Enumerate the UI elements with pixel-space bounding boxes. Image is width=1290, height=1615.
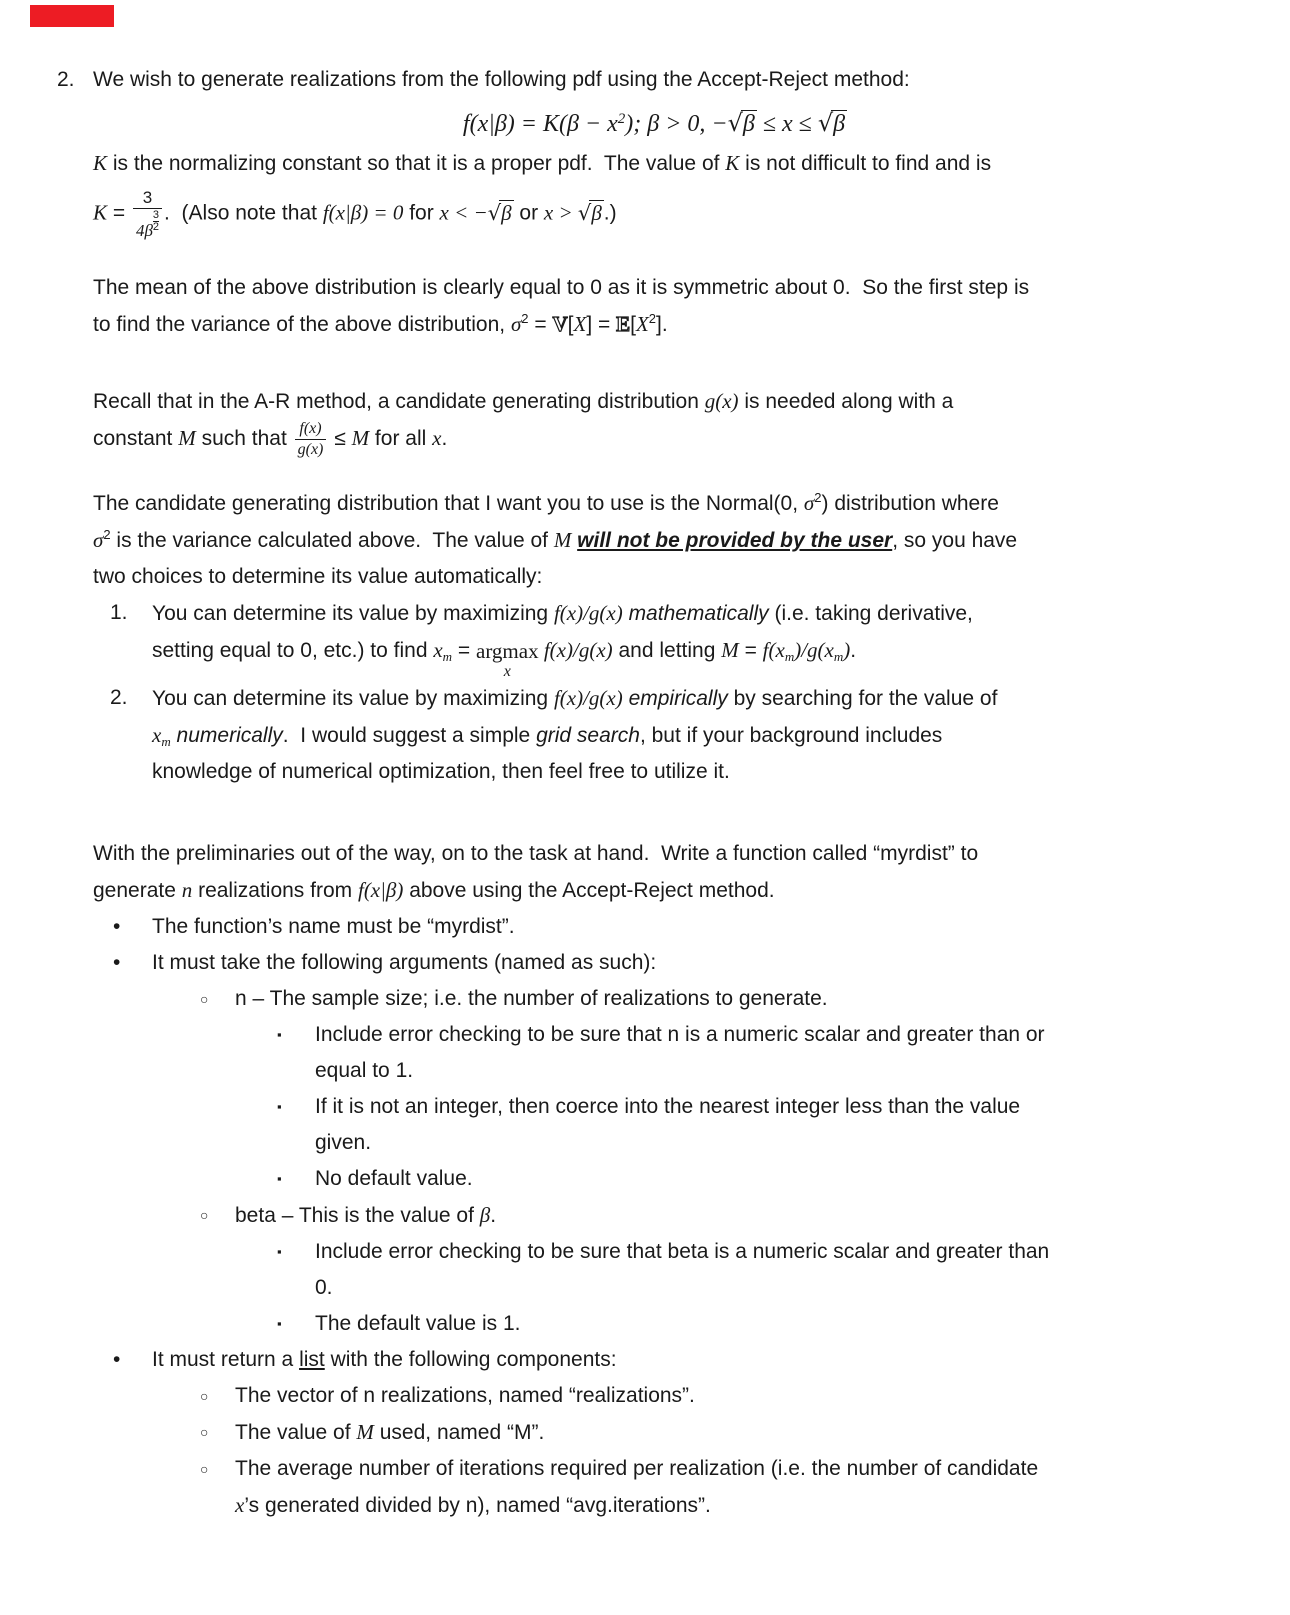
options-list xyxy=(93,595,1217,790)
doublestruck-E: E xyxy=(616,312,631,337)
k-constant-paragraph: K is the normalizing constant so that it is a proper pdf. The value of K is not difficult to find and is xyxy=(93,151,992,175)
square-bullet-icon: ▪ xyxy=(277,1315,282,1331)
circle-bullet-icon: ○ xyxy=(200,1387,209,1404)
bullet-function-name: • The function’s name must be “myrdist”. xyxy=(93,909,1217,945)
question-row xyxy=(57,62,1217,1524)
arg-beta-item: ○ beta – This is the value of β. xyxy=(93,1197,1217,1234)
bullet-arguments: • It must take the following arguments (named as such): xyxy=(93,945,1217,981)
sqrt-beta: √β xyxy=(487,200,512,225)
emphasized-not-provided: will not be provided by the user xyxy=(577,528,893,552)
n-nodefault-item: ▪ No default value. xyxy=(93,1161,1217,1197)
option-1-number: 1. xyxy=(110,600,128,624)
redaction-bar xyxy=(30,5,114,27)
option-2: 2. You can determine its value by maximizing f(x)/g(x) empirically by searching for the value of $x_m$ numerically. I would suggest a simple grid search, but if your background includes knowledge of numerical optimization, then feel free to utilize it. xyxy=(93,680,1217,790)
return-realizations-item: ○ The vector of n realizations, named “realizations”. xyxy=(93,1378,1217,1414)
bullet-icon: • xyxy=(113,914,121,938)
beta-errorcheck-item: ▪ Include error checking to be sure that beta is a numeric scalar and greater than 0. xyxy=(93,1234,1217,1306)
k-fraction: 3 4β $\frac{3}{2}$ xyxy=(133,188,162,240)
return-M-item: ○ The value of M used, named “M”. xyxy=(93,1414,1217,1451)
circle-bullet-icon: ○ xyxy=(200,990,209,1007)
circle-bullet-icon: ○ xyxy=(200,1206,209,1223)
question-intro: We wish to generate realizations from the following pdf using the Accept-Reject method: xyxy=(93,68,910,91)
square-bullet-icon: ▪ xyxy=(277,1243,282,1259)
doublestruck-V: V xyxy=(552,312,568,337)
recall-paragraph: Recall that in the A-R method, a candidate generating distribution g(x) is needed along with a constant M such that $\frac{f(x)}{g(x)}$ ≤ M for all x. xyxy=(93,389,954,458)
option-2-number: 2. xyxy=(110,685,128,709)
option-1: 1. You can determine its value by maximizing f(x)/g(x) mathematically (i.e. taking derivative, setting equal to 0, etc.) to find $x_m$ = argmax x f(x)/g(x) and letting $M = f(x_m)/g(x_m)$. xyxy=(93,595,1217,680)
arg-n-item: ○ n – The sample size; i.e. the number of realizations to generate. xyxy=(93,981,1217,1017)
assignment-question-2 xyxy=(57,62,1217,1524)
f-over-g-fraction: $\frac{f(x)}{g(x)}$ xyxy=(295,420,327,459)
bullet-icon: • xyxy=(113,950,121,974)
square-bullet-icon: ▪ xyxy=(277,1026,282,1042)
bullet-icon: • xyxy=(113,1347,121,1371)
exponent-three-halves: $\frac{3}{2}$ xyxy=(152,208,160,233)
pdf-formula: $f(x|\beta) = K(\beta - x^2)$; β > 0, −√β ≤ x ≤ √β xyxy=(462,109,846,137)
square-bullet-icon: ▪ xyxy=(277,1098,282,1114)
n-integer-item: ▪ If it is not an integer, then coerce into the nearest integer less than the value given. xyxy=(93,1089,1217,1161)
question-number: 2. xyxy=(57,68,75,91)
sqrt-beta: √β xyxy=(727,109,755,137)
sqrt-beta: √β xyxy=(577,200,602,225)
sqrt-beta: √β xyxy=(817,109,846,137)
radical-icon: √ xyxy=(727,109,742,137)
radical-icon: √ xyxy=(817,109,833,137)
candidate-paragraph: The candidate generating distribution that I want you to use is the Normal(0, $\sigma^2$) distribution where $\sigma^2$ is the variance calculated above. The value of M will not be provided by the user, so you have two choices to determine its value automatically: xyxy=(93,489,1018,588)
beta-default-item: ▪ The default value is 1. xyxy=(93,1306,1217,1342)
requirements-list xyxy=(93,909,1217,1524)
k-value-equation: K = 3 4β $\frac{3}{2}$ . (Also note that f(x|β) = 0 for x < −√β or x > √β.) xyxy=(93,188,617,240)
circle-bullet-icon: ○ xyxy=(200,1460,209,1477)
question-content xyxy=(93,62,1217,1524)
n-errorcheck-item: ▪ Include error checking to be sure that n is a numeric scalar and greater than or equal to 1. xyxy=(93,1017,1217,1089)
mean-paragraph: The mean of the above distribution is clearly equal to 0 as it is symmetric about 0. So the first step is to find the variance of the above distribution, $\sigma^2 = V[X] = E[X^2]$. xyxy=(93,276,1030,337)
task-paragraph: With the preliminaries out of the way, on to the task at hand. Write a function called “myrdist” to generate n realizations from f(x|β) above using the Accept-Reject method. xyxy=(93,841,979,902)
bullet-return-list: • It must return a list with the following components: xyxy=(93,1342,1217,1378)
circle-bullet-icon: ○ xyxy=(200,1423,209,1440)
radical-icon: √ xyxy=(577,200,591,225)
argmax-operator: argmax x xyxy=(476,638,539,680)
square-bullet-icon: ▪ xyxy=(277,1170,282,1186)
radical-icon: √ xyxy=(487,200,501,225)
return-avgiterations-item: ○ The average number of iterations required per realization (i.e. the number of candidate x’s generated divided by n), named “avg.iterations”. xyxy=(93,1451,1217,1524)
